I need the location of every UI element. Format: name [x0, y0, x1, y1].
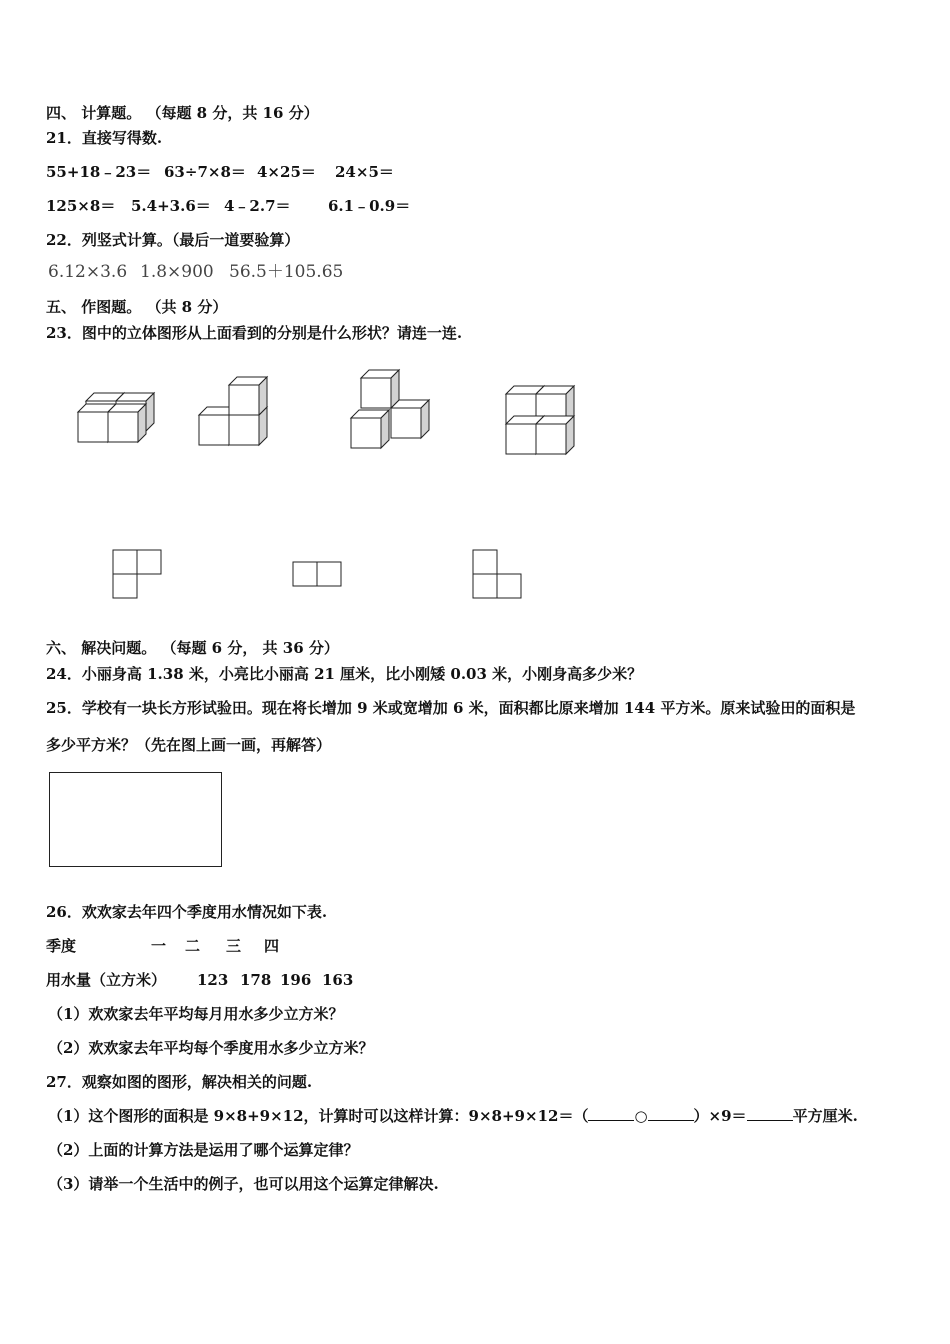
q21-title: 21．直接写得数. — [46, 129, 163, 147]
q24-text: 24．小丽身高 1.38 米，小亮比小丽高 21 厘米，比小刚矮 0.03 米，小刚身高多少米？ — [46, 665, 643, 683]
q21-item: 5.4+3.6＝ — [131, 197, 211, 215]
q22-item: 56.5＋105.65 — [229, 262, 344, 282]
q26-usage-value: 163 — [322, 971, 354, 989]
q21-item: 24×5＝ — [335, 163, 394, 181]
q21-item: 63÷7×8＝ — [164, 163, 246, 181]
q22-item: 6.12×3.6 — [48, 262, 128, 282]
q27-sub-3: （3）请举一个生活中的例子，也可以用这个运算定律解决. — [48, 1175, 439, 1193]
q21-item: 4×25＝ — [257, 163, 316, 181]
q25-line-2: 多少平方米？（先在图上画一画，再解答） — [46, 736, 332, 754]
q21-item: 55+18﹣23＝ — [46, 163, 152, 181]
q26-header-label: 季度 — [46, 937, 77, 955]
q26-sub-2: （2）欢欢家去年平均每个季度用水多少立方米？ — [48, 1039, 374, 1057]
q25-field-rectangle — [49, 772, 222, 867]
q27-operator-circle: ○ — [634, 1107, 648, 1125]
q22-item: 1.8×900 — [140, 262, 214, 282]
answer-blank-1[interactable] — [588, 1106, 634, 1121]
q25-line-1: 25．学校有一块长方形试验田。现在将长增加 9 米或宽增加 6 米，面积都比原来增加 144 平方米。原来试验田的面积是 — [46, 699, 856, 717]
top-view-1 — [113, 550, 161, 598]
q26-usage-value: 123 — [197, 971, 229, 989]
top-view-2 — [293, 562, 341, 586]
section-four-heading: 四、 计算题。 （每题 8 分，共 16 分） — [46, 104, 319, 122]
q27-sub1-text-c: 平方厘米. — [792, 1107, 858, 1125]
q27-sub-2: （2）上面的计算方法是运用了哪个运算定律？ — [48, 1141, 359, 1159]
q26-title: 26．欢欢家去年四个季度用水情况如下表. — [46, 903, 328, 921]
q26-quarter: 二 — [185, 937, 201, 955]
q21-item: 125×8＝ — [46, 197, 116, 215]
top-view-3 — [473, 550, 521, 598]
q22-title: 22．列竖式计算。（最后一道要验算） — [46, 231, 300, 249]
q21-item: 6.1﹣0.9＝ — [328, 197, 411, 215]
q27-sub1-text-a: （1）这个图形的面积是 9×8+9×12，计算时可以这样计算：9×8+9×12＝（ — [48, 1107, 589, 1125]
q26-quarter: 四 — [264, 937, 280, 955]
solid-figure-1 — [78, 393, 154, 442]
section-six-heading: 六、 解决问题。 （每题 6 分， 共 36 分） — [46, 639, 339, 657]
q23-title: 23．图中的立体图形从上面看到的分别是什么形状？请连一连. — [46, 324, 463, 342]
cube-figures — [0, 0, 950, 640]
q27-title: 27．观察如图的图形，解决相关的问题. — [46, 1073, 313, 1091]
answer-blank-3[interactable] — [747, 1106, 793, 1121]
q26-quarter: 一 — [151, 937, 167, 955]
q27-sub-1 — [48, 1106, 858, 1126]
q26-usage-value: 196 — [280, 971, 312, 989]
solid-figure-3 — [351, 370, 429, 448]
q26-sub-1: （1）欢欢家去年平均每月用水多少立方米？ — [48, 1005, 344, 1023]
q26-usage-label: 用水量（立方米） — [46, 971, 167, 989]
answer-blank-2[interactable] — [648, 1106, 694, 1121]
q27-sub1-text-b: ）×9＝ — [693, 1107, 747, 1125]
q21-item: 4﹣2.7＝ — [224, 197, 291, 215]
q26-usage-value: 178 — [240, 971, 272, 989]
q26-quarter: 三 — [226, 937, 242, 955]
solid-figure-4 — [506, 386, 574, 454]
section-five-heading: 五、 作图题。 （共 8 分） — [46, 298, 228, 316]
solid-figure-2 — [199, 377, 267, 445]
